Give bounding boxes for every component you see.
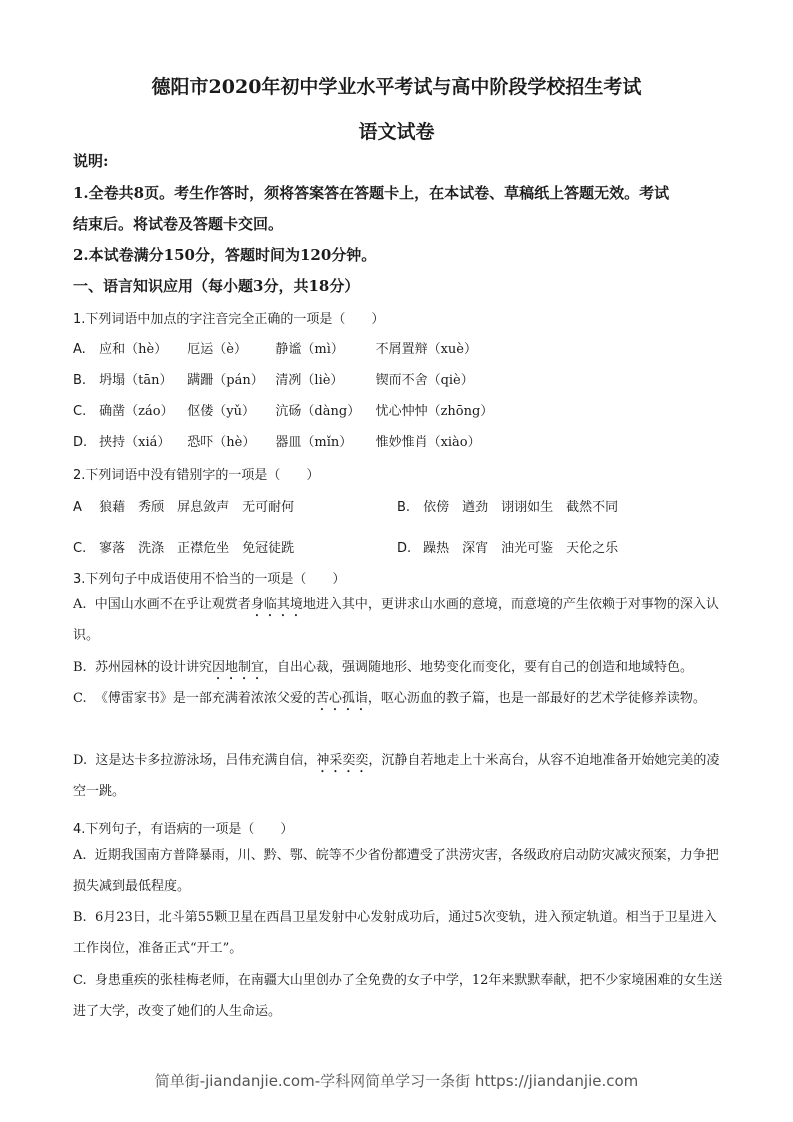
option-label: A [73,500,82,515]
option-text-post: 地进入其中，更讲求山水画的意境，而意境的产生依赖于对事物的深入认识。 [73,597,719,643]
option-label: D. [73,435,88,450]
option-text: 身患重疾的张桂梅老师，在南疆大山里创办了全免费的女子中学，12年来默默奉献，把不少家境困难的女生送进了大学，改变了她们的人生命运。 [73,973,723,1019]
option-item: 清冽（liè） [275,373,344,388]
question-3-stem: 3.下列句子中成语使用不恰当的一项是（ ） [73,572,346,587]
option-item: 恐吓（hè） [187,435,256,450]
question-3-option-b [73,652,723,683]
emphasized-idiom: 身临其境 [250,597,303,612]
exam-subtitle: 语文试卷 [358,121,435,143]
option-label: A. [73,342,86,357]
option-item: 蹒跚（pán） [187,373,264,388]
question-4-option-b [73,902,723,964]
option-item: 挟持（xiá） [99,435,171,450]
question-3-option-c [73,683,723,714]
watermark-footer: 简单街-jiandanjie.com-学科网简单学习一条街 https://jiandanjie.com [154,1072,639,1090]
option-text: 狼藉 秀颀 屏息敛声 无可耐何 [99,500,295,515]
option-item: 确凿（záo） [99,404,174,419]
option-item: 惟妙惟肖（xiào） [375,435,481,450]
option-text-post: ，沉静自若地走上十米高台，从容不迫地准备开始她完美的凌空一跳。 [73,753,720,799]
question-1-option-c [73,400,493,419]
question-1-stem: 1.下列词语中加点的字注音完全正确的一项是（ ） [73,312,385,327]
option-item: 坍塌（tān） [99,373,173,388]
option-item: 伛偻（yǔ） [187,404,255,419]
question-1-option-d [73,431,481,450]
instruction-line-2: 2.本试卷满分150分，答题时间为120分钟。 [73,246,377,264]
emphasized-idiom: 因地制宜 [211,660,264,675]
option-label: D. [73,753,88,768]
question-4-stem: 4.下列句子，有语病的一项是（ ） [73,822,294,837]
option-item: 器皿（mǐn） [275,435,353,450]
instruction-line-1b: 结束后。将试卷及答题卡交回。 [73,215,284,233]
question-1-option-a [73,338,477,357]
option-label: C. [73,404,87,419]
option-text: 依傍 遒劲 诩诩如生 截然不同 [423,500,619,515]
option-item: 不屑置辩（xuè） [375,342,477,357]
option-text-pre: 《傅雷家书》是一部充满着浓浓父爱的 [94,691,316,706]
option-text-post: ，呕心沥血的教子篇，也是一部最好的艺术学徒修养读物。 [367,691,706,706]
option-item: 沆砀（dàng） [275,404,361,419]
option-label: C. [73,973,87,988]
option-item: 静谧（mì） [275,342,344,357]
option-text: 躁热 深宵 油光可鉴 天伦之乐 [423,541,619,556]
question-2-option-b [397,496,618,515]
question-4-option-a [73,840,723,902]
option-item: 锲而不舍（qiè） [375,373,474,388]
option-text: 近期我国南方普降暴雨，川、黔、鄂、皖等不少省份都遭受了洪涝灾害，各级政府启动防灾减灾预案，力争把损失减到最低程度。 [73,848,719,894]
option-item: 应和（hè） [99,342,168,357]
option-text: 寥落 洗涤 正襟危坐 免冠徒跣 [99,541,295,556]
question-3-option-a [73,589,723,651]
question-2-option-d [397,537,618,556]
question-1-option-b [73,369,474,388]
option-text-pre: 中国山水画不在乎让观赏者 [94,597,251,612]
emphasized-idiom: 苦心孤诣 [315,691,368,706]
instructions-label: 说明: [73,152,109,170]
question-2-option-a [73,496,294,515]
question-2-option-c [73,537,294,556]
option-label: B. [73,660,87,675]
option-label: D. [397,541,412,556]
option-text: 6月23日，北斗第55颗卫星在西昌卫星发射中心发射成功后，通过5次变轨，进入预定轨道。相当于卫星进入工作岗位，准备正式“开工”。 [73,910,717,956]
option-label: B. [73,373,87,388]
option-label: A. [73,597,87,612]
instruction-line-1a: 1.全卷共8页。考生作答时，须将答案答在答题卡上，在本试卷、草稿纸上答题无效。考试 [73,184,670,202]
option-text-pre: 这是达卡多拉游泳场，吕伟充满自信， [95,753,317,768]
exam-title: 德阳市2020年初中学业水平考试与高中阶段学校招生考试 [151,76,642,98]
question-4-option-c [73,965,723,1027]
question-2-stem: 2.下列词语中没有错别字的一项是（ ） [73,468,320,483]
option-label: B. [397,500,411,515]
option-label: B. [73,910,87,925]
question-3-option-d [73,745,723,807]
option-label: C. [73,691,87,706]
option-item: 厄运（è） [187,342,247,357]
option-text-pre: 苏州园林的设计讲究 [94,660,212,675]
option-label: A. [73,848,87,863]
option-label: C. [73,541,87,556]
option-item: 忧心忡忡（zhōng） [375,404,494,419]
option-text-post: ，自出心裁，强调随地形、地势变化而变化，要有自己的创造和地域特色。 [263,660,693,675]
section-heading: 一、语言知识应用（每小题3分，共18分） [73,277,360,295]
emphasized-idiom: 神采奕奕 [316,753,369,768]
